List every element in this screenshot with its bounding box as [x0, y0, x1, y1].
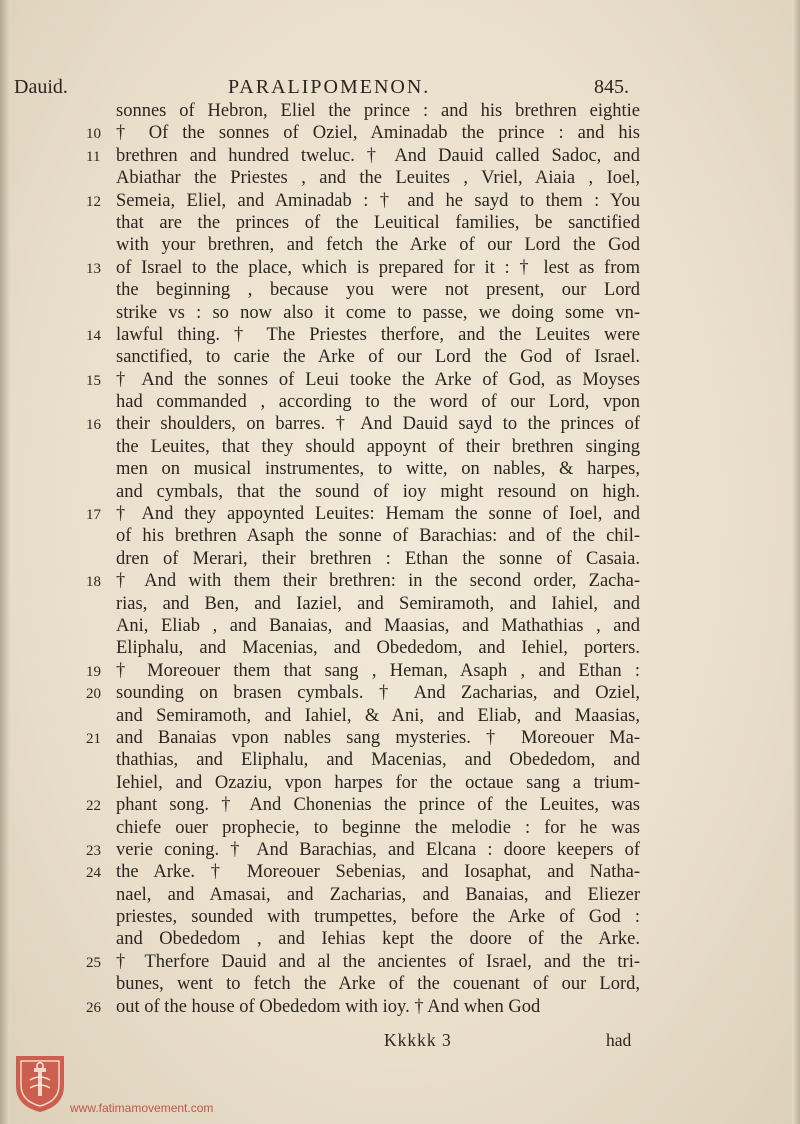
text-line: [0, 212, 800, 234]
catchword: had: [606, 1030, 632, 1050]
line-text: had commanded , according to the word of our Lord, vpon: [116, 392, 640, 413]
verse-number: 20: [86, 686, 101, 703]
line-text: Iehiel, and Ozaziu, vpon harpes for the octaue sang a trium-: [116, 772, 640, 793]
text-line: [0, 906, 800, 928]
line-text: sonnes of Hebron, Eliel the prince : and his brethren eightie: [116, 101, 640, 121]
shield-logo-icon: [12, 1052, 68, 1114]
line-text: nael, and Amasai, and Zacharias, and Banaias, and Eliezer: [116, 884, 640, 905]
line-text: Ani, Eliab , and Banaias, and Maasias, and Mathathias , and: [116, 615, 640, 636]
text-line: [0, 145, 800, 167]
line-text: with your brethren, and fetch the Arke of our Lord the God: [116, 235, 640, 256]
line-text: sounding on brasen cymbals. † And Zacharias, and Oziel,: [116, 683, 640, 704]
text-line: [0, 167, 800, 189]
line-text: and Banaias vpon nables sang mysteries. † Moreouer Ma-: [116, 727, 640, 748]
line-text: lawful thing. † The Priestes therfore, and the Leuites were: [116, 324, 640, 345]
text-line: [0, 279, 800, 301]
line-text: of his brethren Asaph the sonne of Barachias: and of the chil-: [116, 526, 640, 547]
line-text: of Israel to the place, which is prepared for it : † lest as from: [116, 257, 640, 278]
line-text: † Of the sonnes of Oziel, Aminadab the prince : and his: [116, 123, 640, 144]
verse-number: 15: [86, 372, 101, 389]
line-text: rias, and Ben, and Iaziel, and Semiramoth, and Iahiel, and: [116, 593, 640, 614]
line-text: sanctified, to carie the Arke of our Lord the God of Israel.: [116, 347, 640, 368]
text-line: [0, 861, 800, 883]
line-text: † Moreouer them that sang , Heman, Asaph , and Ethan :: [116, 660, 640, 681]
text-line: [0, 973, 800, 995]
line-text: † Therfore Dauid and al the ancientes of Israel, and the tri-: [116, 951, 640, 972]
line-text: Semeia, Eliel, and Aminadab : † and he sayd to them : You: [116, 190, 640, 211]
text-line: [0, 234, 800, 256]
verse-number: 14: [86, 327, 101, 344]
verse-number: 26: [86, 999, 101, 1016]
text-line: [0, 727, 800, 749]
page-number: 845.: [594, 76, 629, 98]
verse-number: 11: [86, 148, 101, 165]
verse-number: 24: [86, 865, 101, 882]
verse-number: 19: [86, 663, 101, 680]
verse-number: 13: [86, 260, 101, 277]
text-line: [0, 257, 800, 279]
line-text: and Semiramoth, and Iahiel, & Ani, and Eliab, and Maasias,: [116, 705, 640, 726]
verse-number: 16: [86, 417, 101, 434]
page-footer: [0, 1030, 800, 1054]
verse-number: 23: [86, 842, 101, 859]
line-text: † And the sonnes of Leui tooke the Arke of God, as Moyses: [116, 369, 640, 390]
verse-number: 12: [86, 193, 101, 210]
line-text: thathias, and Eliphalu, and Macenias, and Obededom, and: [116, 750, 640, 771]
verse-number: 22: [86, 798, 101, 815]
text-line: [0, 682, 800, 704]
text-line: [0, 749, 800, 771]
line-text: verie coning. † And Barachias, and Elcana : doore keepers of: [116, 839, 640, 860]
line-text: and cymbals, that the sound of ioy might resound on high.: [116, 481, 640, 502]
text-line: [0, 100, 800, 122]
line-text: their shoulders, on barres. † And Dauid sayd to the princes of: [116, 414, 640, 435]
text-line: [0, 436, 800, 458]
text-line: [0, 772, 800, 794]
text-line: [0, 570, 800, 592]
text-line: [0, 548, 800, 570]
text-line: [0, 794, 800, 816]
line-text: chiefe ouer prophecie, to beginne the melodie : for he was: [116, 817, 640, 838]
text-line: [0, 705, 800, 727]
text-line: [0, 413, 800, 435]
text-line: [0, 302, 800, 324]
text-body: [0, 100, 800, 1018]
text-line: [0, 660, 800, 682]
text-line: [0, 928, 800, 950]
line-text: men on musical instrumentes, to witte, on nables, & harpes,: [116, 459, 640, 480]
text-line: [0, 346, 800, 368]
verse-number: 21: [86, 730, 101, 747]
line-text: the beginning , because you were not present, our Lord: [116, 280, 640, 301]
text-line: [0, 122, 800, 144]
verse-number: 25: [86, 954, 101, 971]
text-line: [0, 525, 800, 547]
text-line: [0, 951, 800, 973]
text-line: [0, 369, 800, 391]
text-line: [0, 615, 800, 637]
text-line: [0, 884, 800, 906]
text-line: [0, 324, 800, 346]
line-text: dren of Merari, their brethren : Ethan the sonne of Casaia.: [116, 548, 640, 569]
text-line: [0, 839, 800, 861]
line-text: † And they appoynted Leuites: Hemam the sonne of Ioel, and: [116, 504, 640, 525]
running-header: [0, 76, 800, 102]
line-text: that are the princes of the Leuitical families, be sanctified: [116, 212, 640, 233]
text-line: [0, 190, 800, 212]
line-text: phant song. † And Chonenias the prince of the Leuites, was: [116, 795, 640, 816]
text-line: [0, 817, 800, 839]
line-text: brethren and hundred tweluc. † And Dauid called Sadoc, and: [116, 145, 640, 166]
line-text: the Arke. † Moreouer Sebenias, and Iosaphat, and Natha-: [116, 862, 640, 883]
verse-number: 17: [86, 507, 101, 524]
line-text: strike vs : so now also it come to passe, we doing some vn-: [116, 302, 640, 323]
verse-number: 18: [86, 574, 101, 591]
signature-mark: Kkkkk 3: [384, 1030, 452, 1050]
text-line: [0, 593, 800, 615]
text-line: [0, 458, 800, 480]
line-text: out of the house of Obededom with ioy. † And when God: [116, 996, 541, 1017]
website-watermark[interactable]: www.fatimamovement.com: [70, 1101, 214, 1115]
text-line: [0, 996, 800, 1018]
line-text: † And with them their brethren: in the second order, Zacha-: [116, 571, 640, 592]
line-text: the Leuites, that they should appoynt of their brethren singing: [116, 436, 640, 457]
line-text: bunes, went to fetch the Arke of the couenant of our Lord,: [116, 974, 640, 995]
text-line: [0, 503, 800, 525]
text-line: [0, 481, 800, 503]
line-text: and Obededom , and Iehias kept the doore of the Arke.: [116, 929, 640, 950]
text-line: [0, 637, 800, 659]
line-text: priestes, sounded with trumpettes, before the Arke of God :: [116, 907, 640, 928]
book-title: PARALIPOMENON.: [228, 76, 431, 98]
line-text: Eliphalu, and Macenias, and Obededom, and Iehiel, porters.: [116, 638, 640, 659]
verse-number: 10: [86, 126, 101, 143]
line-text: Abiathar the Priestes , and the Leuites , Vriel, Aiaia , Ioel,: [116, 168, 640, 189]
text-line: [0, 391, 800, 413]
running-head-left: Dauid.: [14, 76, 68, 98]
